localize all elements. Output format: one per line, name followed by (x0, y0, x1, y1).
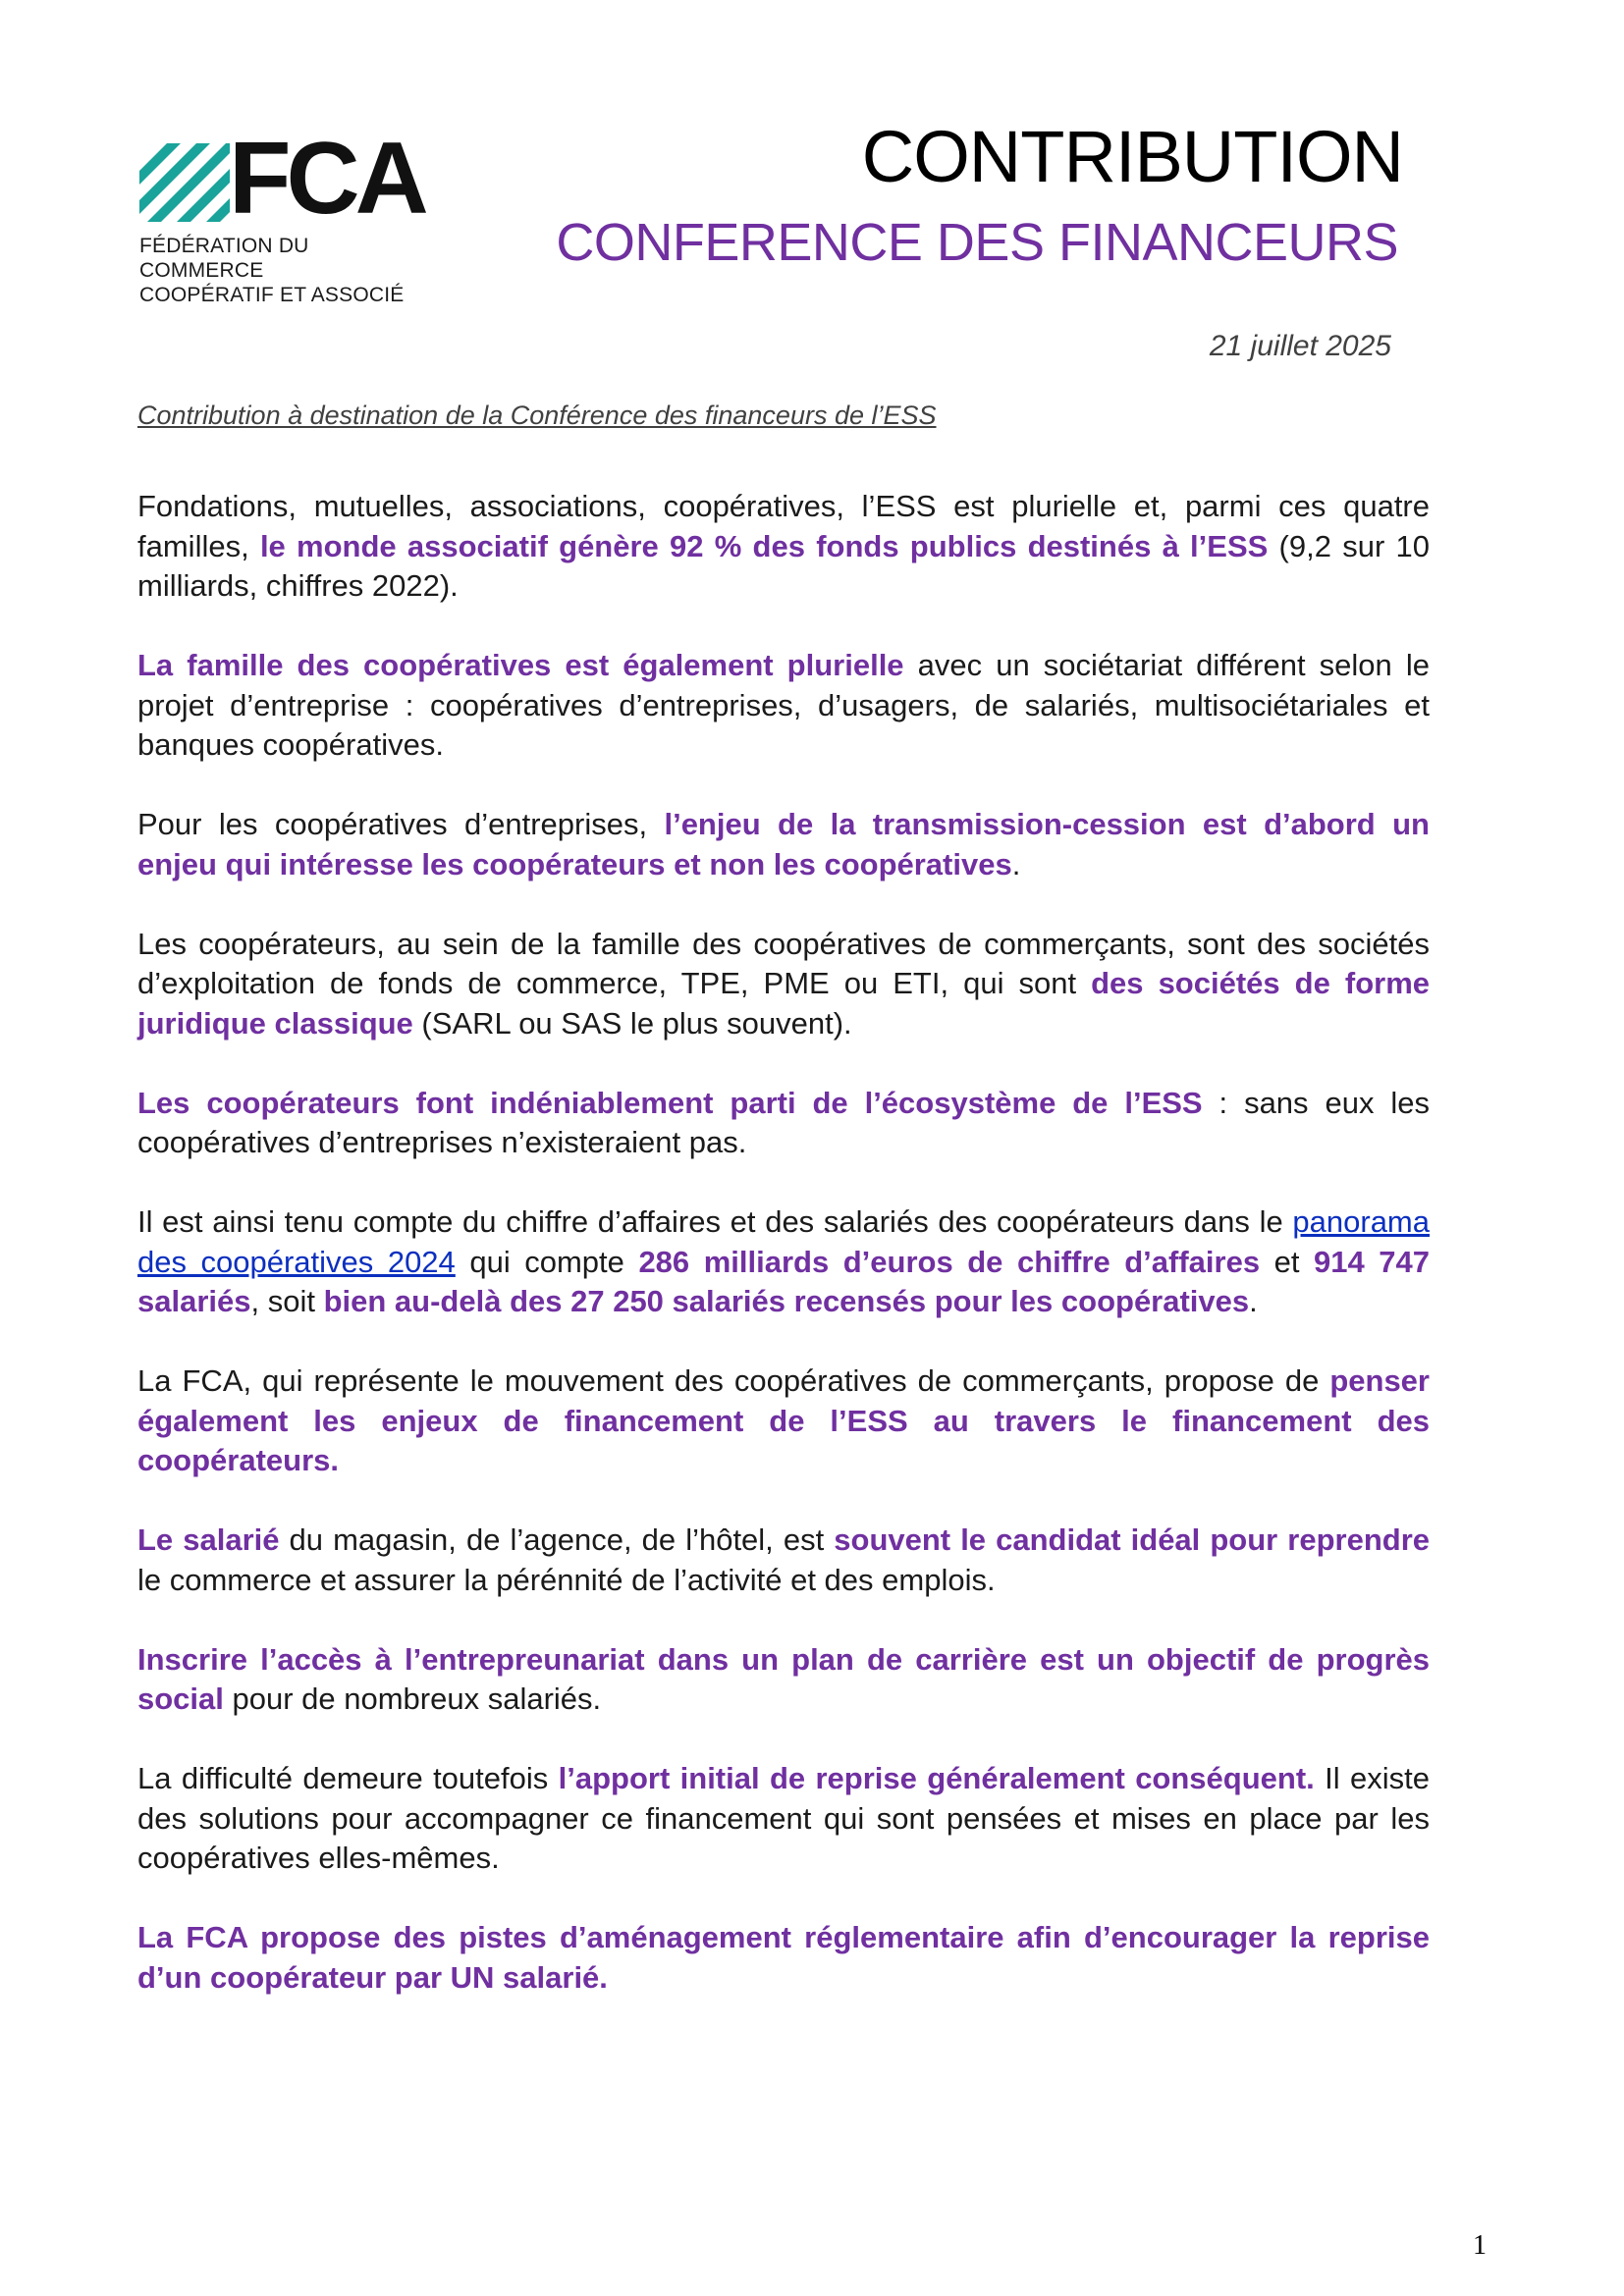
paragraph-text: (9,2 sur 10 milliards, chiffres 2022). (137, 528, 1430, 603)
highlighted-text: des sociétés de forme juridique classique (137, 966, 1430, 1041)
paragraph-text: Les coopérateurs, au sein de la famille des coopératives de commerçants, sont des sociétés d’exploitation de fonds de commerce, TPE, PME ou ETI, qui sont (137, 926, 1430, 1000)
paragraph-text: Il est ainsi tenu compte du chiffre d’affaires et des salariés des coopérateurs dans le (137, 1204, 1293, 1239)
paragraph (137, 1084, 1430, 1163)
paragraph-text: . (1011, 846, 1021, 881)
page-number: 1 (1473, 2230, 1487, 2261)
paragraph (137, 1759, 1430, 1879)
highlighted-text: souvent le candidat idéal pour reprendre (834, 1522, 1430, 1557)
paragraph-text: pour de nombreux salariés. (223, 1682, 602, 1716)
highlighted-text: l’apport initial de reprise généralement conséquent. (558, 1761, 1315, 1795)
logo-subtitle-line2: COOPÉRATIF ET ASSOCIÉ (139, 284, 405, 306)
paragraph (137, 1202, 1430, 1322)
paragraph-text: La difficulté demeure toutefois (137, 1761, 559, 1795)
panorama-link[interactable]: panorama des coopératives 2024 (137, 1204, 1430, 1279)
highlighted-text: 286 milliards d’euros de chiffre d’affaires (638, 1244, 1261, 1279)
highlighted-text: 914 747 salariés (137, 1244, 1430, 1318)
paragraph-text: avec un sociétariat différent selon le projet d’entreprise : coopératives d’entreprises, d’usagers, de salariés, multisociétariales et banques coopératives. (137, 648, 1430, 762)
paragraph-text: Pour les coopératives d’entreprises, (137, 807, 665, 841)
paragraph-text: du magasin, de l’agence, de l’hôtel, est (279, 1522, 835, 1557)
paragraph (137, 487, 1430, 607)
paragraph-text: Fondations, mutuelles, associations, coopératives, l’ESS est plurielle et, parmi ces quatre familles, (137, 489, 1430, 563)
paragraph (137, 925, 1430, 1044)
paragraph-text: qui compte (455, 1244, 639, 1279)
paragraph-text: . (1249, 1284, 1258, 1318)
highlighted-text: l’enjeu de la transmission-cession est d’abord un enjeu qui intéresse les coopérateurs et non les coopératives (137, 807, 1430, 881)
paragraph (137, 646, 1430, 766)
document-subtitle: CONFERENCE DES FINANCEURS (556, 213, 1398, 272)
document-title: CONTRIBUTION (861, 116, 1403, 197)
paragraph-text: le commerce et assurer la pérénnité de l’activité et des emplois. (137, 1562, 996, 1597)
highlighted-text: le monde associatif génère 92 % des fonds publics destinés à l’ESS (259, 528, 1269, 563)
logo-subtitle-line1: FÉDÉRATION DU COMMERCE (139, 235, 309, 282)
paragraph (137, 1521, 1430, 1600)
highlighted-text: penser également les enjeux de financement de l’ESS au travers le financement des coopérateurs. (137, 1363, 1430, 1477)
paragraph-text: : sans eux les coopératives d’entreprises n’existeraient pas. (137, 1085, 1430, 1159)
highlighted-text: La FCA propose des pistes d’aménagement réglementaire afin d’encourager la reprise d’un coopérateur par UN salarié. (137, 1920, 1430, 1995)
paragraph-text: (SARL ou SAS le plus souvent). (412, 1005, 852, 1041)
paragraph-text: , soit (250, 1284, 324, 1318)
document-date: 21 juillet 2025 (1209, 330, 1391, 362)
fca-stripes-icon (139, 143, 230, 222)
logo-letters: FCA (229, 122, 424, 236)
paragraph-text: et (1260, 1244, 1314, 1279)
paragraph (137, 1640, 1430, 1720)
paragraph (137, 1362, 1430, 1481)
highlighted-text: Inscrire l’accès à l’entrepreunariat dans un plan de carrière est un objectif de progrès social (137, 1641, 1430, 1716)
paragraph (137, 1918, 1430, 1998)
highlighted-text: bien au-delà des 27 250 salariés recensés pour les coopératives (323, 1284, 1250, 1318)
paragraph (137, 805, 1430, 884)
paragraph-text: Il existe des solutions pour accompagner ce financement qui sont pensées et mises en place par les coopératives elles-mêmes. (137, 1761, 1430, 1875)
subject-line: Contribution à destination de la Conférence des financeurs de l’ESS (137, 400, 937, 430)
logo-subtitle (139, 234, 432, 307)
paragraph-text: La FCA, qui représente le mouvement des coopératives de commerçants, propose de (137, 1363, 1330, 1398)
highlighted-text: La famille des coopératives est également plurielle (137, 648, 904, 682)
highlighted-text: Le salarié (137, 1522, 280, 1557)
fca-logo (137, 122, 432, 306)
highlighted-text: Les coopérateurs font indéniablement parti de l’écosystème de l’ESS (137, 1085, 1203, 1120)
document-body (137, 487, 1430, 2038)
